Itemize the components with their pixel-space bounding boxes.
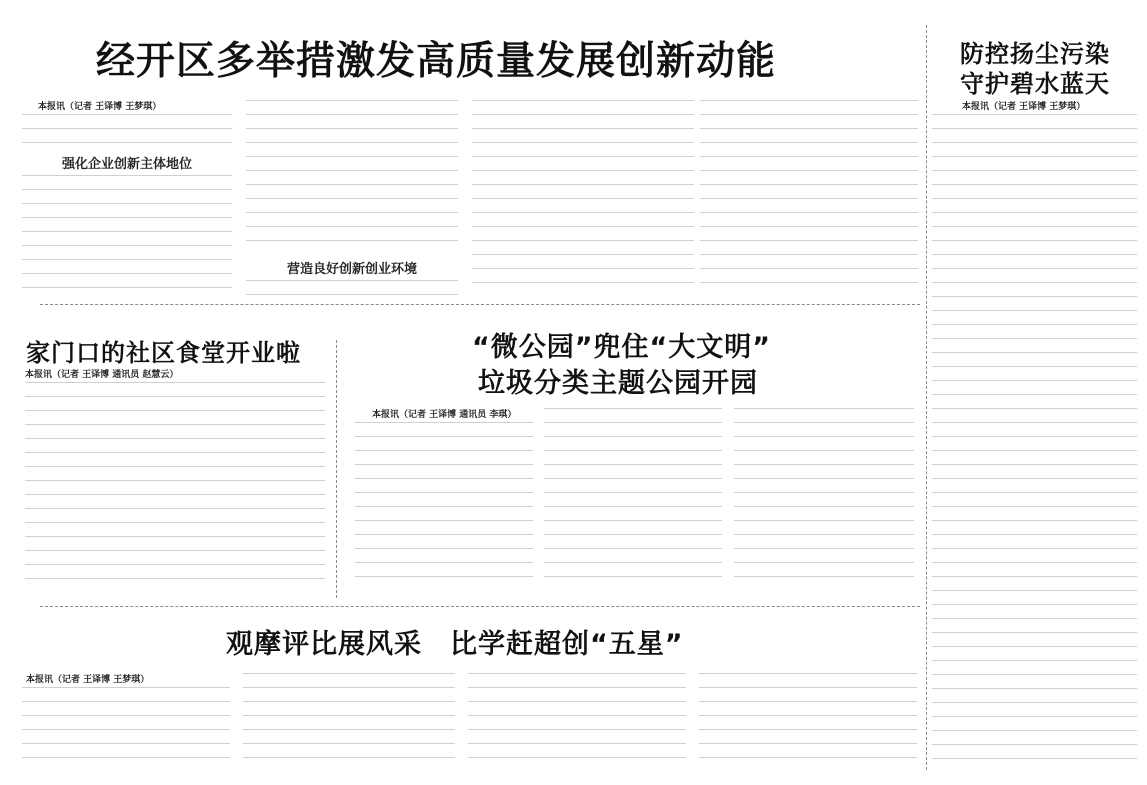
divider-v-right — [926, 25, 927, 770]
body-top-col1b — [22, 175, 232, 295]
byline-canteen-label: 本报讯 — [25, 370, 53, 380]
body-canteen — [25, 382, 325, 590]
body-bottom-col1 — [22, 687, 230, 771]
byline-park-credit: （记者 王译博 通讯员 李琪） — [399, 410, 517, 420]
divider-h-lower — [40, 606, 920, 607]
headline-park-line1: “微公园”兜住“大文明” — [472, 332, 771, 363]
body-park-col2 — [544, 408, 722, 590]
byline-top-label: 本报讯 — [38, 102, 66, 112]
byline-bottom-credit: （记者 王译博 王梦琪） — [53, 675, 150, 685]
body-right — [932, 114, 1137, 764]
byline-right-credit: （记者 王译博 王梦琪） — [989, 102, 1086, 112]
body-top-col2a — [246, 100, 458, 248]
headline-top: 经开区多举措激发高质量发展创新动能 — [96, 39, 777, 84]
byline-bottom-label: 本报讯 — [26, 675, 54, 685]
headline-right-line2: 守护碧水蓝天 — [960, 70, 1110, 98]
byline-top — [38, 100, 161, 114]
byline-bottom — [26, 673, 149, 687]
body-bottom-col3 — [468, 673, 686, 771]
subhead-top-2: 营造良好创新创业环境 — [286, 262, 417, 277]
divider-h-upper — [40, 304, 920, 305]
body-top-col4 — [700, 100, 918, 296]
subhead-top-1: 强化企业创新主体地位 — [61, 157, 192, 172]
byline-canteen — [25, 368, 178, 382]
headline-right-line1: 防控扬尘污染 — [960, 40, 1110, 68]
body-park-col3 — [734, 408, 914, 590]
byline-right — [962, 100, 1085, 114]
body-bottom-col2 — [243, 673, 455, 771]
byline-canteen-credit: （记者 王译博 通讯员 赵慧云） — [52, 370, 179, 380]
body-park-col1 — [355, 422, 533, 590]
body-top-col2b — [246, 280, 458, 296]
headline-park-line2: 垃圾分类主题公园开园 — [478, 368, 758, 399]
body-bottom-col4 — [699, 673, 917, 771]
body-top-col1a — [22, 114, 232, 152]
byline-park-label: 本报讯 — [372, 410, 400, 420]
byline-right-label: 本报讯 — [962, 102, 990, 112]
divider-v-middle — [336, 340, 337, 598]
headline-canteen: 家门口的社区食堂开业啦 — [26, 339, 301, 367]
headline-bottom: 观摩评比展风采 比学赶超创“五星” — [226, 629, 684, 660]
byline-park — [372, 408, 516, 422]
byline-top-credit: （记者 王译博 王梦琪） — [65, 102, 162, 112]
body-top-col3 — [472, 100, 694, 296]
